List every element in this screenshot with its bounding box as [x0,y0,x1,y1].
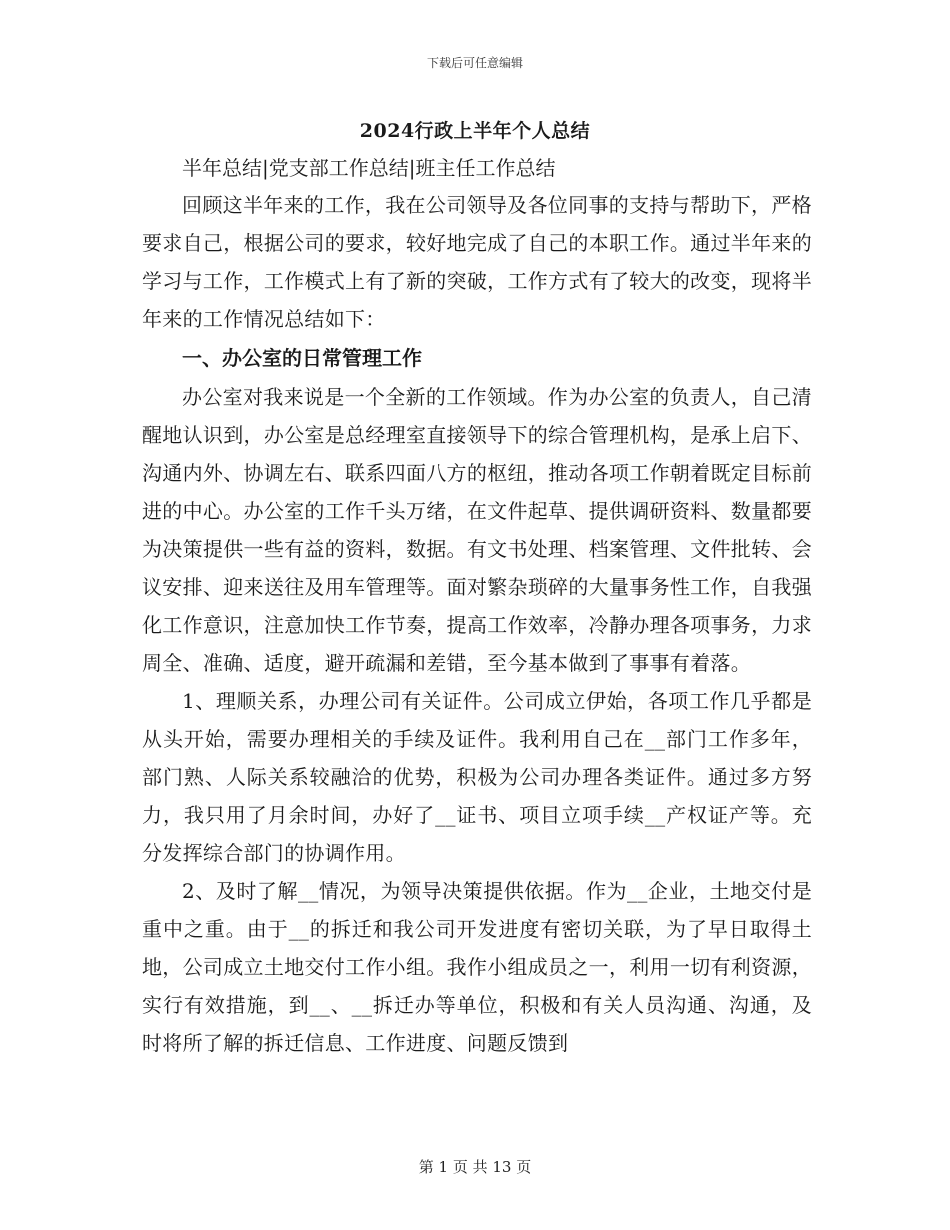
subtitle-line: 半年总结|党支部工作总结|班主任工作总结 [182,156,556,180]
intro-paragraph: 回顾这半年来的工作，我在公司领导及各位同事的支持与帮助下，严格要求自己，根据公司的要求，较好地完成了自己的本职工作。通过半年来的学习与工作，工作模式上有了新的突破，工作方式有了较大的改变，现将半年来的工作情况总结如下： [142,193,812,331]
section-paragraph: 办公室对我来说是一个全新的工作领域。作为办公室的负责人，自己清醒地认识到，办公室是总经理室直接领导下的综合管理机构，是承上启下、沟通内外、协调左右、联系四面八方的枢纽，推动各项工作朝着既定目标前进的中心。办公室的工作千头万绪，在文件起草、提供调研资料、数量都要为决策提供一些有益的资料，数据。有文书处理、档案管理、文件批转、会议安排、迎来送往及用车管理等。面对繁杂琐碎的大量事务性工作，自我强化工作意识，注意加快工作节奏，提高工作效率，冷静办理各项事务，力求周全、准确、适度，避开疏漏和差错，至今基本做到了事事有着落。 [142,385,812,675]
section-heading: 一、办公室的日常管理工作 [182,346,422,370]
item-paragraph-2: 2、及时了解__情况，为领导决策提供依据。作为__企业，土地交付是重中之重。由于__的拆迁和我公司开发进度有密切关联，为了早日取得土地，公司成立土地交付工作小组。我作小组成员之一，利用一切有利资源，实行有效措施，到__、__拆迁办等单位，积极和有关人员沟通、沟通，及时将所了解的拆迁信息、工作进度、问题反馈到 [142,879,812,1055]
item-paragraph-1: 1、理顺关系，办理公司有关证件。公司成立伊始，各项工作几乎都是从头开始，需要办理相关的手续及证件。我利用自己在__部门工作多年，部门熟、人际关系较融洽的优势，积极为公司办理各类证件。通过多方努力，我只用了月余时间，办好了__证书、项目立项手续__产权证产等。充分发挥综合部门的协调作用。 [142,689,812,865]
header-note: 下载后可任意编辑 [426,56,523,70]
page-footer: 第 1 页 共 13 页 [418,1158,532,1176]
document-title: 2024行政上半年个人总结 [359,120,591,142]
document-body [142,150,812,1062]
